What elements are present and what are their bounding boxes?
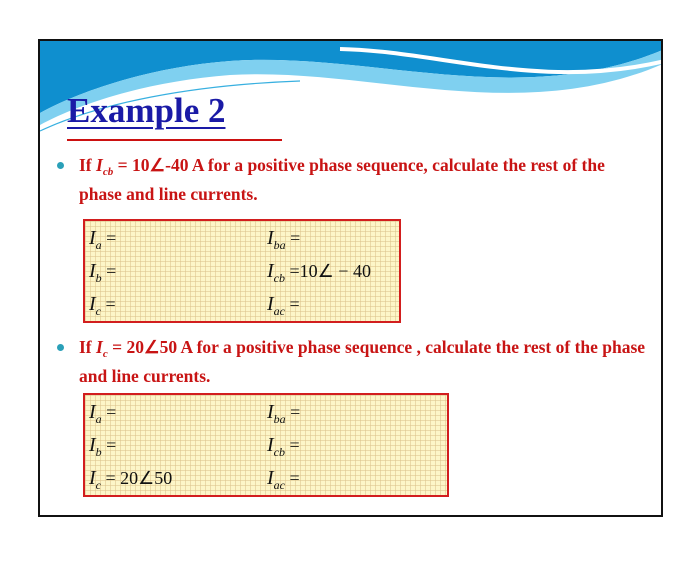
eq-icb: $I_{cb}$ = xyxy=(267,434,300,459)
eq-ib: $I_b$ = xyxy=(89,434,117,459)
eq-ia: $I_a$ = xyxy=(89,227,117,252)
eq-ic: $I_c$ = 20∠50 xyxy=(89,467,173,492)
eq-icb: $I_{cb}$ =10∠ − 40 xyxy=(267,260,371,285)
eq-iac: $I_{ac}$ = xyxy=(267,467,300,492)
slide-title: Example 2 xyxy=(67,91,226,130)
eq-iba: $I_{ba}$ = xyxy=(267,401,301,426)
bullet-2 xyxy=(57,336,647,387)
eq-iba: $I_{ba}$ = xyxy=(267,227,301,252)
bullet-1 xyxy=(57,154,647,205)
bullet-dot-icon xyxy=(57,344,64,351)
eq-iac: $I_{ac}$ = xyxy=(267,293,300,318)
equation-box-1 xyxy=(83,219,401,323)
equation-box-2 xyxy=(83,393,449,497)
bullet-2-text: If $I_c$ = 20∠50 A for a positive phase sequence , calculate the rest of the phase and line currents. xyxy=(79,337,646,386)
bullet-1-text: If $I_{cb}$ = 10∠-40 A for a positive phase sequence, calculate the rest of the phase and line currents. xyxy=(79,155,605,204)
slide xyxy=(38,39,663,517)
eq-ia: $I_a$ = xyxy=(89,401,117,426)
eq-ic: $I_c$ = xyxy=(89,293,116,318)
bullet-dot-icon xyxy=(57,162,64,169)
eq-ib: $I_b$ = xyxy=(89,260,117,285)
title-underline-rule xyxy=(67,139,282,141)
